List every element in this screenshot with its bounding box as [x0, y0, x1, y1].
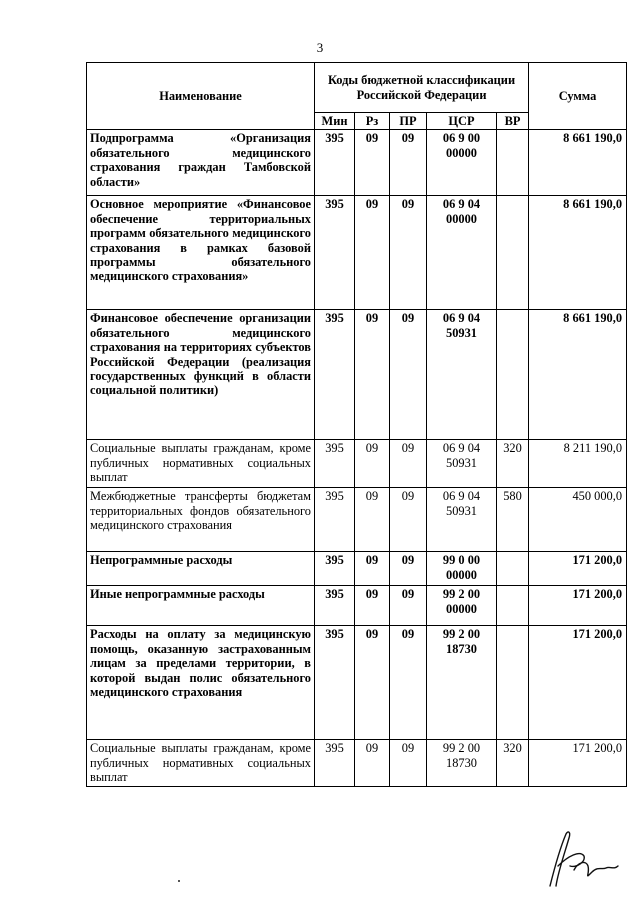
- header-sum: Сумма: [529, 63, 627, 130]
- cell-min: 395: [315, 440, 355, 488]
- cell-name: Социальные выплаты гражданам, кроме публичных нормативных социальных выплат: [87, 440, 315, 488]
- cell-name: Иные непрограммные расходы: [87, 586, 315, 626]
- table-row: [87, 130, 627, 196]
- cell-vr: [497, 196, 529, 310]
- cell-sum: 8 211 190,0: [529, 440, 627, 488]
- cell-pr: 09: [390, 310, 427, 440]
- cell-rz: 09: [355, 310, 390, 440]
- cell-vr: [497, 552, 529, 586]
- cell-name: Основное мероприятие «Финансовое обеспечение территориальных программ обязательного медицинского страхования в рамках базовой программы обязательного медицинского страхования»: [87, 196, 315, 310]
- scan-speck: [178, 880, 180, 882]
- table-row: [87, 440, 627, 488]
- header-pr: ПР: [390, 113, 427, 130]
- cell-csr: 99 0 00 00000: [427, 552, 497, 586]
- cell-name: Социальные выплаты гражданам, кроме публичных нормативных социальных выплат: [87, 740, 315, 786]
- cell-rz: 09: [355, 552, 390, 586]
- signature-image: [528, 826, 624, 892]
- cell-sum: 8 661 190,0: [529, 310, 627, 440]
- cell-min: 395: [315, 488, 355, 552]
- cell-name: Межбюджетные трансферты бюджетам территориальных фондов обязательного медицинского страхования: [87, 488, 315, 552]
- cell-min: 395: [315, 310, 355, 440]
- cell-vr: [497, 586, 529, 626]
- header-name: Наименование: [87, 63, 315, 130]
- cell-min: 395: [315, 740, 355, 786]
- page-number: 3: [316, 40, 324, 55]
- table-row: [87, 488, 627, 552]
- header-csr: ЦСР: [427, 113, 497, 130]
- cell-csr: 06 9 04 50931: [427, 440, 497, 488]
- cell-rz: 09: [355, 740, 390, 786]
- cell-pr: 09: [390, 440, 427, 488]
- table-row: [87, 586, 627, 626]
- cell-vr: 320: [497, 440, 529, 488]
- cell-csr: 06 9 04 50931: [427, 310, 497, 440]
- cell-csr: 06 9 04 50931: [427, 488, 497, 552]
- cell-name: Расходы на оплату за медицинскую помощь, оказанную застрахованным лицам за пределами территории, в которой выдан полис обязательного медицинского страхования: [87, 626, 315, 740]
- cell-pr: 09: [390, 740, 427, 786]
- cell-csr: 99 2 00 18730: [427, 740, 497, 786]
- cell-csr: 99 2 00 00000: [427, 586, 497, 626]
- header-vr: ВР: [497, 113, 529, 130]
- cell-csr: 06 9 04 00000: [427, 196, 497, 310]
- cell-sum: 171 200,0: [529, 626, 627, 740]
- cell-name: Непрограммные расходы: [87, 552, 315, 586]
- table-row: [87, 552, 627, 586]
- cell-pr: 09: [390, 488, 427, 552]
- cell-min: 395: [315, 130, 355, 196]
- cell-vr: [497, 130, 529, 196]
- cell-vr: [497, 626, 529, 740]
- table-row: [87, 626, 627, 740]
- table-body: [87, 130, 627, 786]
- table-row: [87, 310, 627, 440]
- cell-rz: 09: [355, 488, 390, 552]
- cell-min: 395: [315, 552, 355, 586]
- cell-sum: 450 000,0: [529, 488, 627, 552]
- cell-sum: 171 200,0: [529, 552, 627, 586]
- cell-rz: 09: [355, 196, 390, 310]
- cell-min: 395: [315, 626, 355, 740]
- cell-pr: 09: [390, 626, 427, 740]
- cell-name: Подпрограмма «Организация обязательного медицинского страхования граждан Тамбовской области»: [87, 130, 315, 196]
- cell-vr: 320: [497, 740, 529, 786]
- cell-name: Финансовое обеспечение организации обязательного медицинского страхования на территориях субъектов Российской Федерации (реализация государственных функций в области социальной политики): [87, 310, 315, 440]
- cell-csr: 99 2 00 18730: [427, 626, 497, 740]
- cell-csr: 06 9 00 00000: [427, 130, 497, 196]
- cell-min: 395: [315, 586, 355, 626]
- table-row: [87, 196, 627, 310]
- cell-min: 395: [315, 196, 355, 310]
- cell-pr: 09: [390, 586, 427, 626]
- cell-rz: 09: [355, 440, 390, 488]
- header-rz: Рз: [355, 113, 390, 130]
- cell-vr: 580: [497, 488, 529, 552]
- header-codes: Коды бюджетной классификации Российской Федерации: [315, 63, 529, 113]
- cell-sum: 171 200,0: [529, 586, 627, 626]
- budget-table: [86, 62, 627, 787]
- cell-rz: 09: [355, 626, 390, 740]
- cell-sum: 8 661 190,0: [529, 130, 627, 196]
- cell-pr: 09: [390, 130, 427, 196]
- cell-pr: 09: [390, 196, 427, 310]
- cell-vr: [497, 310, 529, 440]
- cell-rz: 09: [355, 586, 390, 626]
- cell-pr: 09: [390, 552, 427, 586]
- table-row: [87, 740, 627, 786]
- cell-sum: 171 200,0: [529, 740, 627, 786]
- cell-rz: 09: [355, 130, 390, 196]
- header-min: Мин: [315, 113, 355, 130]
- cell-sum: 8 661 190,0: [529, 196, 627, 310]
